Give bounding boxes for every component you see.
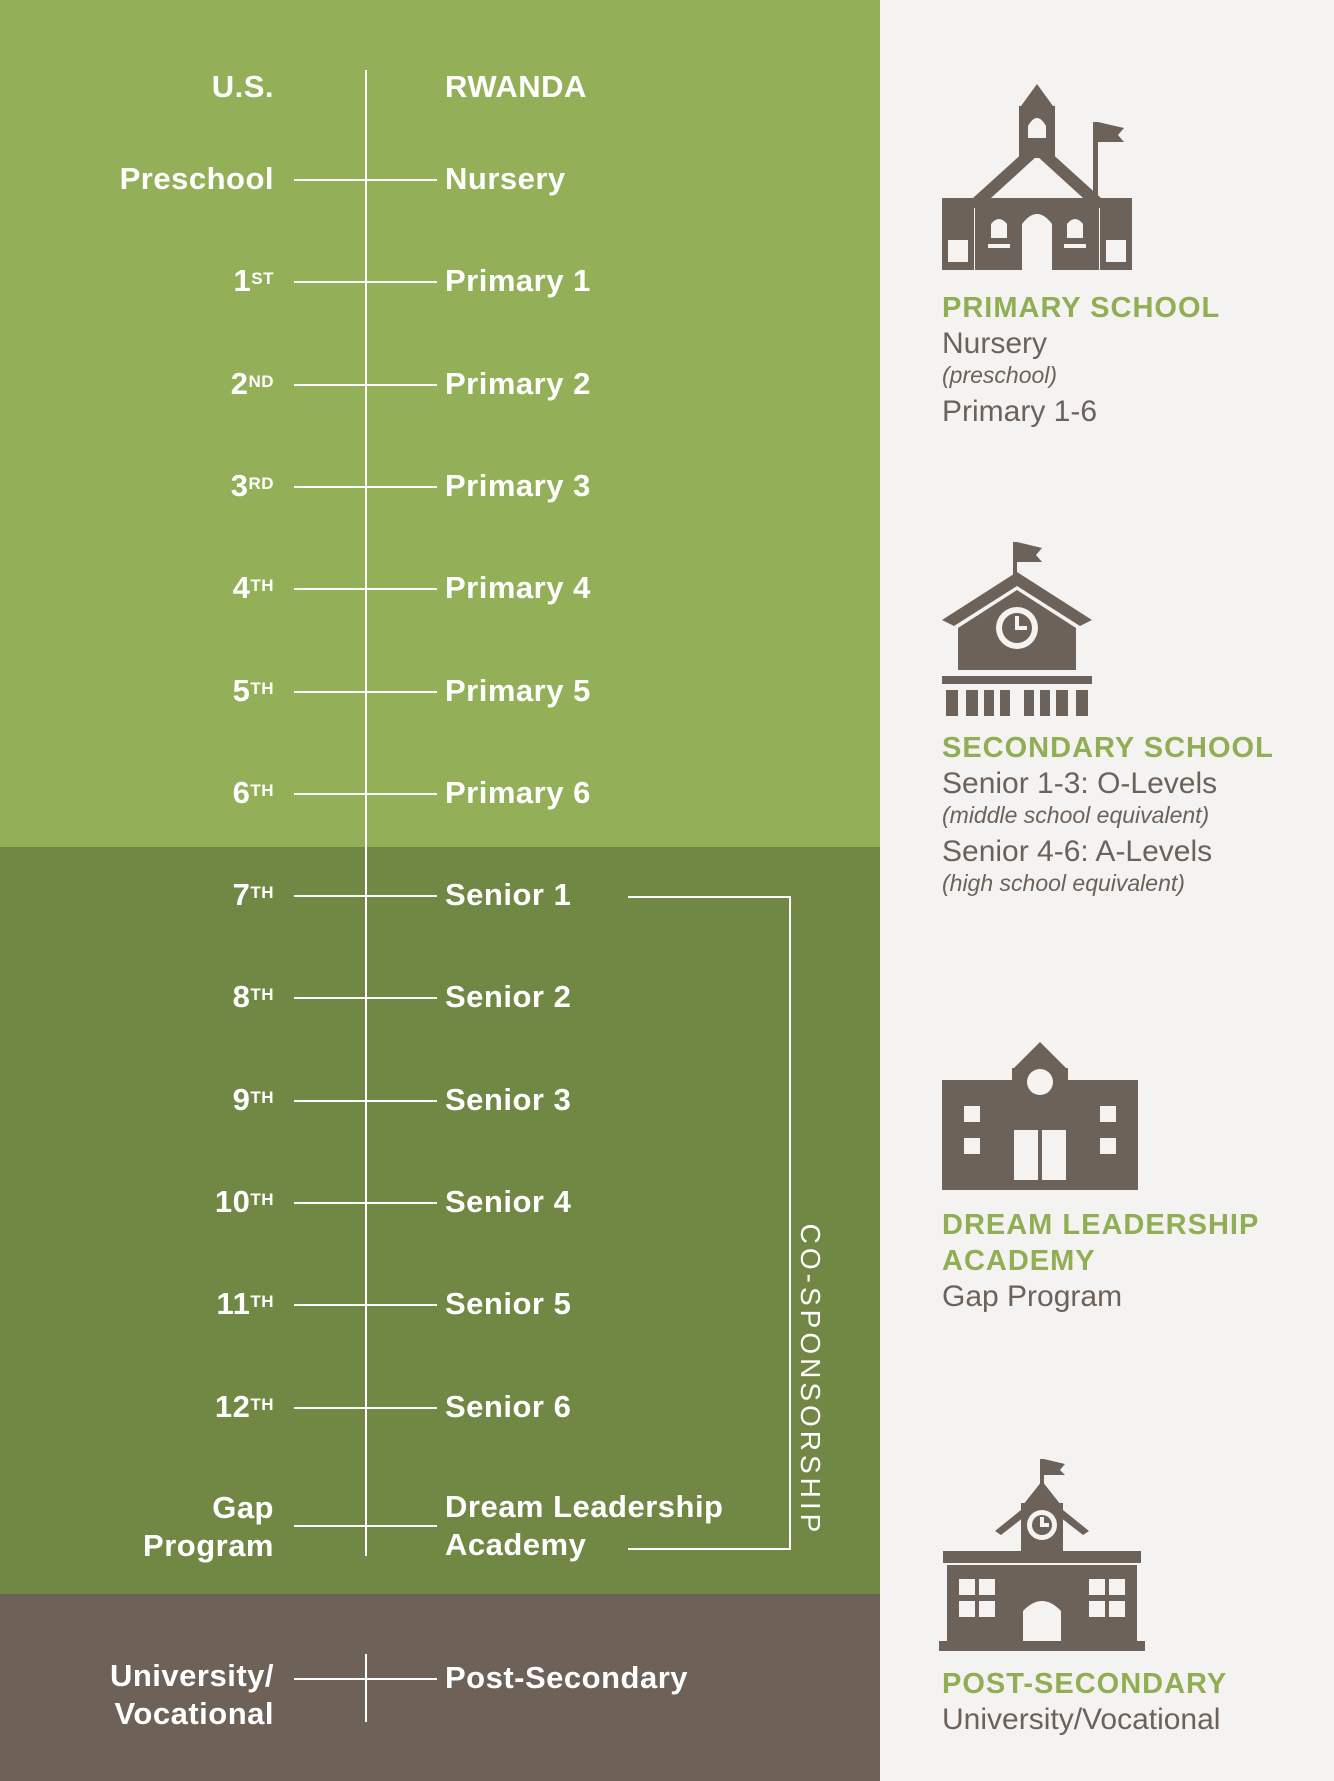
us-grade-text: 12 xyxy=(214,1389,251,1424)
bell-tower-school-icon xyxy=(940,80,1135,275)
us-grade-text: 2 xyxy=(230,366,249,401)
section-post xyxy=(942,1666,1322,1738)
row-connector xyxy=(294,384,437,386)
academy-building-icon xyxy=(940,1040,1140,1190)
row-connector xyxy=(294,588,437,590)
rwanda-grade-label: Senior 5 xyxy=(445,1286,572,1321)
row-connector xyxy=(294,179,437,181)
post-axis-line xyxy=(365,1654,367,1722)
us-grade-text: 5 xyxy=(232,673,251,708)
header-rwanda: RWANDA xyxy=(445,69,587,104)
clock-school-icon xyxy=(940,540,1095,718)
us-grade-label xyxy=(215,1388,274,1426)
us-grade-label xyxy=(120,160,274,198)
secondary-note2: (high school equivalent) xyxy=(942,870,1185,896)
us-grade-suffix: TH xyxy=(250,985,274,1004)
row-connector xyxy=(294,486,437,488)
us-grade-suffix: TH xyxy=(250,781,274,800)
us-grade-label xyxy=(233,672,274,710)
rwanda-grade-label: Senior 4 xyxy=(445,1184,572,1219)
us-grade-label xyxy=(233,876,274,914)
section-primary xyxy=(942,290,1322,430)
gap-rwanda-label: Dream Leadership Academy xyxy=(445,1489,724,1562)
rwanda-grade-label: Primary 3 xyxy=(445,468,591,503)
rwanda-grade-label: Senior 2 xyxy=(445,979,572,1014)
rwanda-grade-label: Primary 1 xyxy=(445,263,591,298)
primary-note1: (preschool) xyxy=(942,362,1058,388)
row-connector xyxy=(294,281,437,283)
row-connector xyxy=(294,1407,437,1409)
bracket-bottom xyxy=(628,1548,791,1550)
rwanda-grade-label: Primary 5 xyxy=(445,673,591,708)
us-grade-text: 8 xyxy=(232,979,251,1014)
post-connector xyxy=(294,1678,437,1680)
gap-connector xyxy=(294,1525,437,1527)
secondary-title: SECONDARY SCHOOL xyxy=(942,732,1274,764)
post-title: POST-SECONDARY xyxy=(942,1668,1228,1700)
rwanda-grade-label: Senior 1 xyxy=(445,877,572,912)
us-grade-suffix: TH xyxy=(250,883,274,902)
dla-line1: Gap Program xyxy=(942,1280,1123,1313)
secondary-line1: Senior 1-3: O-Levels xyxy=(942,767,1218,800)
us-grade-label xyxy=(231,467,274,505)
row-connector xyxy=(294,1100,437,1102)
us-grade-suffix: TH xyxy=(250,576,274,595)
section-secondary xyxy=(942,730,1322,902)
row-connector xyxy=(294,1202,437,1204)
header-us: U.S. xyxy=(211,69,274,104)
row-connector xyxy=(294,691,437,693)
us-grade-text: 7 xyxy=(232,877,251,912)
axis-line xyxy=(365,70,367,1556)
row-connector xyxy=(294,997,437,999)
us-grade-label xyxy=(231,365,274,403)
us-grade-label xyxy=(215,1183,274,1221)
us-grade-text: 4 xyxy=(232,570,251,605)
us-grade-label xyxy=(234,262,274,300)
dla-title2: ACADEMY xyxy=(942,1245,1096,1277)
primary-band xyxy=(0,0,880,847)
post-rwanda-label: Post-Secondary xyxy=(445,1660,689,1695)
primary-line2: Primary 1-6 xyxy=(942,395,1098,428)
us-grade-text: 11 xyxy=(216,1286,251,1321)
rwanda-grade-label: Primary 6 xyxy=(445,775,591,810)
us-grade-text: 9 xyxy=(232,1082,251,1117)
us-grade-text: 1 xyxy=(233,263,252,298)
rwanda-grade-label: Senior 3 xyxy=(445,1082,572,1117)
us-grade-label xyxy=(233,774,274,812)
row-connector xyxy=(294,793,437,795)
us-grade-suffix: RD xyxy=(248,474,274,493)
bracket-top xyxy=(628,896,791,898)
rwanda-grade-label: Primary 4 xyxy=(445,570,591,605)
us-grade-suffix: TH xyxy=(250,1088,274,1107)
us-grade-label xyxy=(233,978,274,1016)
primary-line1: Nursery xyxy=(942,327,1048,360)
us-grade-suffix: TH xyxy=(250,1292,274,1311)
dla-title1: DREAM LEADERSHIP xyxy=(942,1209,1260,1241)
us-grade-suffix: ST xyxy=(251,269,274,288)
us-grade-suffix: TH xyxy=(250,1395,274,1414)
rwanda-grade-label: Nursery xyxy=(445,161,566,196)
bracket-side xyxy=(789,896,791,1550)
us-grade-suffix: TH xyxy=(250,1190,274,1209)
secondary-note1: (middle school equivalent) xyxy=(942,802,1210,828)
us-grade-label xyxy=(233,1081,274,1119)
rwanda-grade-label: Senior 6 xyxy=(445,1389,572,1424)
us-grade-text: 3 xyxy=(230,468,249,503)
secondary-line2: Senior 4-6: A-Levels xyxy=(942,835,1213,868)
post-line1: University/Vocational xyxy=(942,1703,1221,1736)
rwanda-grade-label: Primary 2 xyxy=(445,366,591,401)
us-grade-text: 6 xyxy=(232,775,251,810)
us-grade-label xyxy=(217,1285,274,1323)
primary-title: PRIMARY SCHOOL xyxy=(942,292,1221,324)
post-us-label: University/ Vocational xyxy=(109,1658,274,1731)
us-grade-text: Preschool xyxy=(119,161,274,196)
section-dla xyxy=(942,1207,1322,1315)
us-grade-suffix: TH xyxy=(250,679,274,698)
row-connector xyxy=(294,895,437,897)
co-sponsorship-label: CO-SPONSORSHIP xyxy=(795,1223,826,1537)
us-grade-label xyxy=(233,569,274,607)
gap-us-label: Gap Program xyxy=(143,1490,274,1563)
us-grade-text: 10 xyxy=(214,1184,251,1219)
us-grade-suffix: ND xyxy=(248,372,274,391)
university-building-icon xyxy=(937,1455,1147,1655)
senior-band xyxy=(0,847,880,1594)
row-connector xyxy=(294,1304,437,1306)
